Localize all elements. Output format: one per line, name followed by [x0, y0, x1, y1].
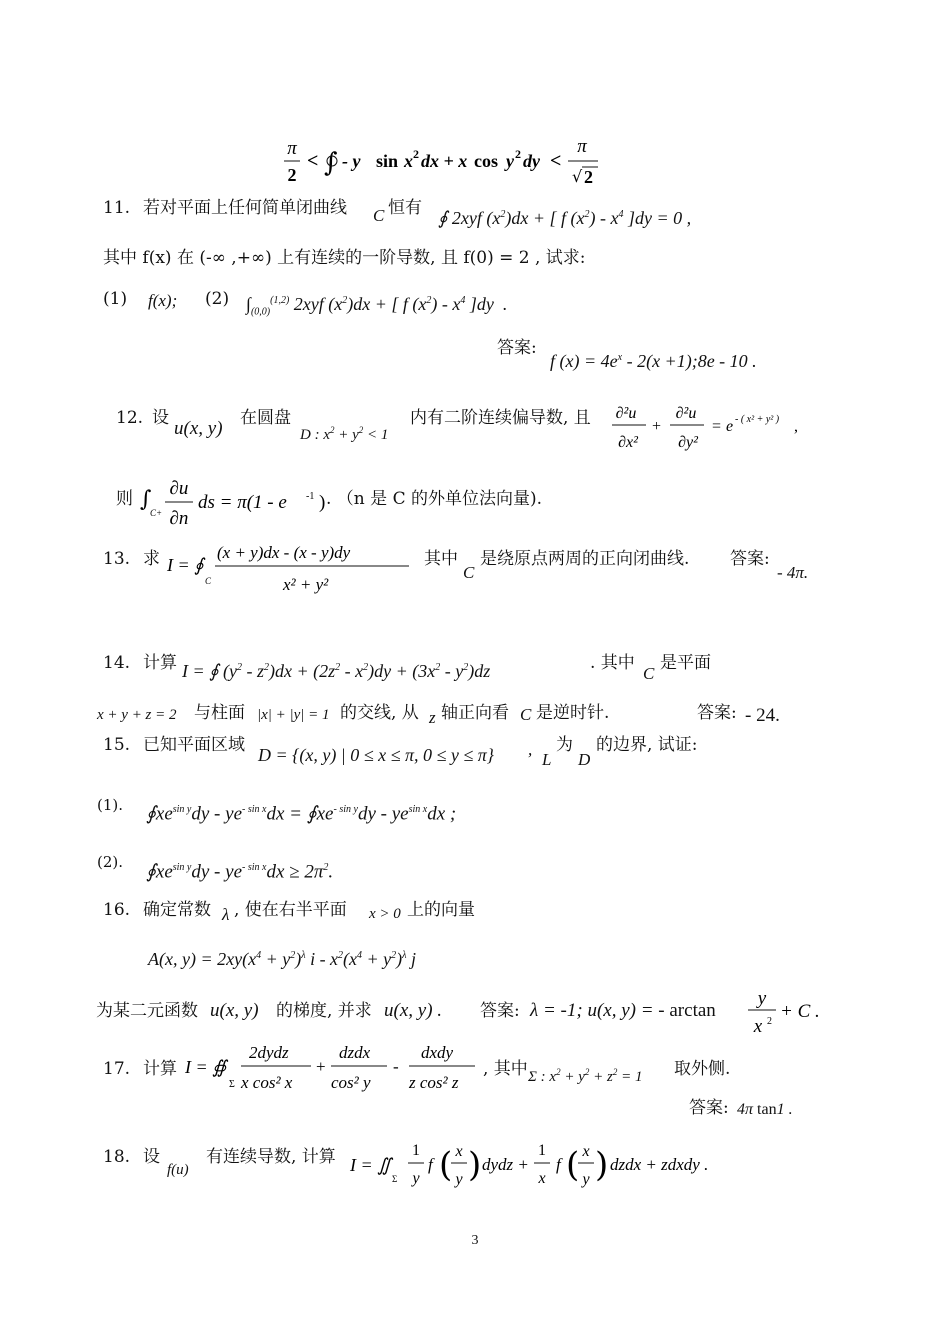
svg-text:x: x — [538, 1170, 546, 1187]
q12-text-a: 设 — [152, 408, 169, 428]
q11-line2: 其中 f(x) 在 (-∞ ,+∞) 上有连续的一阶导数, 且 f(0) = 2 , 试求: — [103, 248, 586, 268]
svg-text:2: 2 — [584, 167, 593, 187]
q14-text-b: . 其中 — [590, 653, 635, 673]
q14-text-a: 计算 — [143, 653, 177, 673]
q16-text-a: 确定常数 — [143, 900, 211, 920]
svg-text:(x + y)dx - (x - y)dy: (x + y)dx - (x - y)dy — [217, 543, 351, 562]
svg-text:∂y²: ∂y² — [678, 434, 698, 451]
q12-disk: D : $x^2 + y^2 < 1$ — [300, 425, 389, 443]
q17-sphere: Σ : $x^2 + y^2 + z^2 = 1$ — [528, 1067, 643, 1085]
q16-vector: A(x, $y) = 2xy(x^4 + y^2)^\lambda$ $i - x^2(x^4 + y^2)^\lambda$ j — [148, 949, 417, 969]
q13-answer: - 4π. — [777, 563, 809, 582]
svg-text:<: < — [307, 150, 319, 172]
svg-text:√: √ — [572, 167, 583, 186]
q12-text-c: 内有二阶连续偏导数, 且 — [410, 408, 591, 428]
top-inequality-svg — [280, 134, 610, 190]
q16-text-b: , 使在右半平面 — [234, 900, 347, 920]
q16-half: x > 0 — [369, 906, 401, 922]
svg-text:∂u: ∂u — [169, 478, 189, 499]
svg-text:ds = π(1 - e: ds = π(1 - e — [198, 492, 287, 513]
q11-part2: (2) — [205, 289, 230, 309]
q15-p2: $∮xe^{sin y}dy - ye^{- sin x}dx \ge 2\pi^2$. — [146, 861, 334, 883]
svg-text:I = ∮: I = ∮ — [167, 555, 204, 575]
svg-text:x: x — [753, 1016, 763, 1037]
svg-text:x² + y²: x² + y² — [283, 575, 329, 594]
svg-text:y: y — [582, 1171, 590, 1188]
q11-answer: f $(x) = 4e^x - 2(x$ +1);8e - 10 . — [550, 351, 757, 371]
svg-text:+ C .: + C . — [780, 1001, 820, 1022]
q13-answer-label: 答案: — [730, 549, 770, 569]
svg-text:2: 2 — [287, 165, 297, 185]
svg-text:dxdy: dxdy — [421, 1043, 454, 1062]
q17-answer: 4π tan1 . — [737, 1101, 793, 1118]
q16-text-c: 上的向量 — [407, 900, 475, 920]
q15-text-b: 为 — [556, 735, 573, 755]
q14-answer: - 24. — [745, 705, 780, 726]
svg-text:π: π — [577, 136, 587, 157]
q18-fu: f(u) — [167, 1162, 189, 1178]
svg-text:1: 1 — [412, 1142, 420, 1159]
svg-text:dzdx: dzdx — [339, 1043, 371, 1062]
svg-text:∂²u: ∂²u — [615, 405, 637, 422]
svg-text:): ) — [468, 1145, 482, 1185]
svg-text:2: 2 — [515, 147, 521, 161]
svg-text:y: y — [412, 1170, 420, 1187]
svg-text:-: - — [393, 1057, 399, 1076]
q15-text-c: 的边界, 试证: — [596, 735, 698, 755]
svg-text:- ( x² + y² ): - ( x² + y² ) — [735, 414, 780, 425]
q15-text-a: 已知平面区域 — [143, 735, 245, 755]
svg-text:2: 2 — [767, 1016, 772, 1027]
q18-number: 18. — [103, 1147, 131, 1167]
q14-text-d: 与柱面 — [194, 703, 245, 723]
svg-text:dy: dy — [523, 151, 540, 171]
page-number: 3 — [471, 1233, 479, 1248]
q14-text-f: 轴正向看 — [441, 703, 509, 723]
q12-note: . （n 是 C 的外单位法向量). — [326, 489, 543, 509]
svg-text:∫: ∫ — [324, 148, 338, 178]
svg-text:): ) — [595, 1145, 609, 1185]
svg-text:I = ∬: I = ∬ — [350, 1155, 392, 1175]
svg-text:(: ( — [439, 1145, 453, 1185]
q11-text-b: 恒有 — [388, 198, 422, 218]
svg-text:e: e — [726, 418, 734, 435]
svg-text:C: C — [205, 576, 212, 586]
svg-text:y: y — [757, 988, 767, 1009]
q11-part1-expr: f(x); — [148, 291, 178, 310]
svg-text:-1: -1 — [306, 491, 315, 502]
svg-text:2: 2 — [413, 147, 419, 161]
svg-text:sin: sin — [376, 151, 399, 171]
svg-text:C+: C+ — [150, 508, 163, 518]
svg-text:): ) — [319, 492, 326, 513]
svg-text:dx + x: dx + x — [421, 151, 468, 171]
q15-p2-label: (2). — [97, 853, 124, 871]
svg-text:y: y — [455, 1171, 463, 1188]
svg-text:∂²u: ∂²u — [675, 405, 697, 422]
q12-text-b: 在圆盘 — [240, 408, 291, 428]
q12-u: u(x, y) — [174, 418, 223, 439]
q15-p1-label: (1). — [97, 796, 124, 814]
svg-text:z cos² z: z cos² z — [409, 1073, 459, 1092]
svg-text:+: + — [316, 1057, 326, 1076]
q18-text-a: 设 — [143, 1147, 160, 1167]
svg-text:x: x — [404, 151, 413, 171]
q13-expr — [165, 540, 415, 596]
q17-number: 17. — [103, 1059, 131, 1079]
q13-text-a: 求 — [143, 549, 160, 569]
q13-text-b: 其中 — [424, 549, 458, 569]
svg-text:∂n: ∂n — [169, 508, 189, 529]
svg-text:f: f — [556, 1155, 561, 1174]
svg-text:dydz +: dydz + — [482, 1155, 529, 1174]
q11-answer-label: 答案: — [497, 338, 537, 358]
q11-text-a: 若对平面上任何简单闭曲线 — [143, 198, 347, 218]
svg-text:,: , — [794, 418, 798, 435]
svg-text:∂x²: ∂x² — [618, 434, 638, 451]
svg-text:+: + — [652, 418, 662, 435]
svg-text:2dydz: 2dydz — [249, 1043, 289, 1062]
q14-text-e: 的交线, 从 — [340, 703, 419, 723]
q12-number: 12. — [116, 408, 144, 428]
q12-then: 则 — [116, 489, 133, 509]
q13-text-c: 是绕原点两周的正向闭曲线. — [480, 549, 690, 569]
svg-text:y: y — [506, 151, 514, 171]
svg-text:- y: - y — [342, 151, 361, 171]
q16-answer-label: 答案: — [480, 1001, 520, 1021]
q18-text-b: 有连续导数, 计算 — [206, 1147, 336, 1167]
q17-text-a: 计算 — [143, 1059, 177, 1079]
q16-line3b: 的梯度, 并求 — [276, 1001, 372, 1021]
q12-pde — [608, 400, 808, 456]
q17-text-c: 取外侧. — [674, 1059, 731, 1079]
q14-plane: x + y + z = 2 — [97, 707, 177, 723]
svg-text:x cos² x: x cos² x — [241, 1073, 293, 1092]
q17-expr — [183, 1040, 483, 1100]
q14-cylinder: |x| + |y| = 1 — [257, 707, 330, 723]
q14-number: 14. — [103, 653, 131, 673]
q14-answer-label: 答案: — [697, 703, 737, 723]
q11-part2-expr: $\int_{(0,0)}^{(1,2)}$ 2xyf $(x^2)dx$ + [ f $(x^2) - x^4$ ]dy . — [246, 294, 508, 318]
svg-text:dzdx + zdxdy .: dzdx + zdxdy . — [610, 1155, 709, 1174]
q13-number: 13. — [103, 549, 131, 569]
svg-text:=: = — [712, 418, 722, 435]
svg-text:∫: ∫ — [140, 487, 152, 512]
q16-line3a: 为某二元函数 — [96, 1001, 198, 1021]
q15-number: 15. — [103, 735, 131, 755]
svg-text:π: π — [287, 138, 297, 159]
q15-p1: $∮xe^{sin y}dy - ye^{- sin x}dx$ = $∮xe^{- sin y}dy - ye^{sin x}dx$ ; — [146, 803, 457, 825]
q14-text-g: 是逆时针. — [536, 703, 610, 723]
svg-text:Σ: Σ — [392, 1174, 398, 1184]
svg-text:Σ: Σ — [229, 1079, 235, 1090]
q18-expr — [348, 1138, 728, 1198]
q15-domain: D = {(x, y) | 0 ≤ x ≤ π, 0 ≤ y ≤ π} — [258, 745, 494, 765]
svg-text:cos: cos — [474, 151, 498, 171]
q17-answer-label: 答案: — [689, 1098, 729, 1118]
svg-text:<: < — [550, 150, 562, 172]
q11-part1: (1) — [103, 289, 128, 309]
q16-answer: λ = -1; u(x, y) = - arctan — [530, 1000, 716, 1021]
svg-text:x: x — [582, 1143, 590, 1160]
q11-integral: ∮ 2xyf $(x^2)dx$ + [ f $(x^2) - x^4$ ]dy = 0 , — [438, 208, 692, 228]
q17-text-b: , 其中 — [483, 1059, 528, 1079]
q14-text-c: 是平面 — [660, 653, 711, 673]
svg-text:1: 1 — [538, 1142, 546, 1159]
svg-text:f: f — [428, 1155, 433, 1174]
q16-number: 16. — [103, 900, 131, 920]
q14-expr: I = ∮ $(y^2 - z^2)dx + (2z^2 - x^2)dy + (3x^2 - y^2)dz$ — [182, 661, 491, 681]
svg-text:(: ( — [566, 1145, 580, 1185]
svg-text:cos² y: cos² y — [331, 1073, 371, 1092]
svg-text:x: x — [455, 1143, 463, 1160]
q16-answer-fraction — [742, 986, 832, 1038]
svg-text:I = ∯: I = ∯ — [185, 1057, 227, 1077]
q11-number: 11. — [103, 198, 131, 218]
